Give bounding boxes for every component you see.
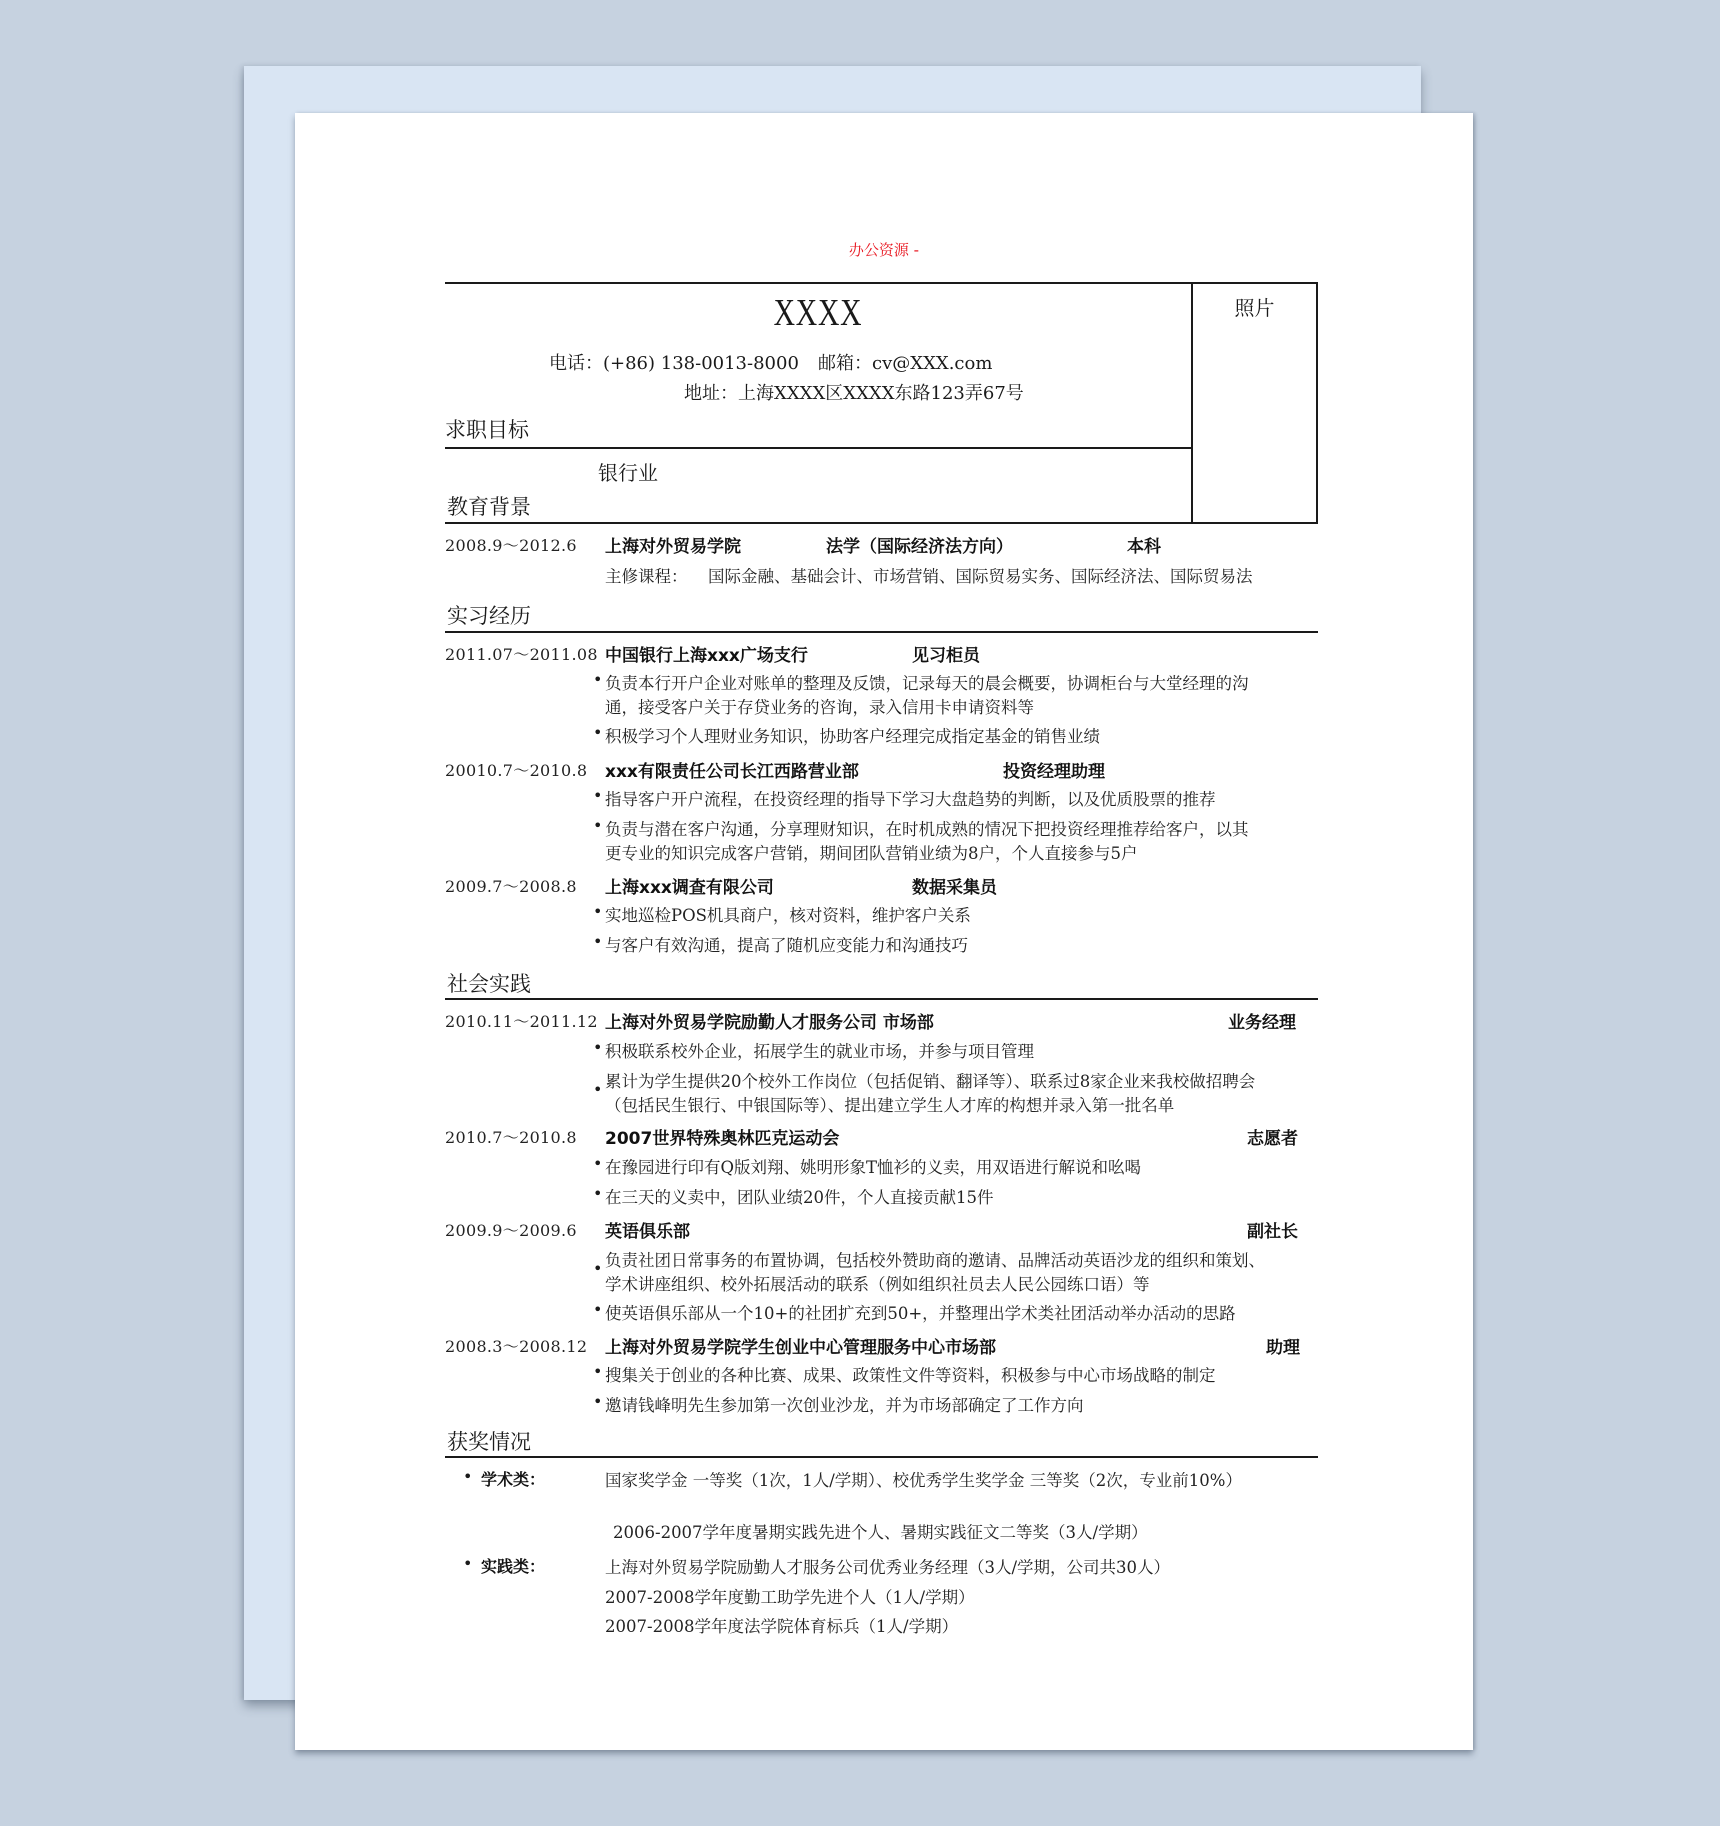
education-date: 2008.9～2012.6: [445, 536, 577, 555]
social-bullet-line: 搜集关于创业的各种比赛、成果、政策性文件等资料，积极参与中心市场战略的制定: [605, 1366, 1216, 1385]
award-item: 国家奖学金 一等奖（1次，1人/学期）、校优秀学生奖学金 三等奖（2次，专业前10%）: [605, 1471, 1242, 1490]
internship-bullet-line: 积极学习个人理财业务知识，协助客户经理完成指定基金的销售业绩: [605, 727, 1100, 746]
internship-date: 2009.7～2008.8: [445, 877, 577, 896]
bullet-icon: •: [593, 786, 603, 805]
bullet-icon: •: [593, 670, 603, 689]
social-org: 上海对外贸易学院学生创业中心管理服务中心市场部: [605, 1338, 996, 1358]
social-bullet-line: 学术讲座组织、校外拓展活动的联系（例如组织社员去人民公园练口语）等: [605, 1275, 1150, 1294]
bullet-icon: •: [593, 1362, 603, 1381]
header-top-rule: [445, 282, 1318, 284]
section-title-awards: 获奖情况: [447, 1430, 531, 1454]
education-major: 法学（国际经济法方向）: [826, 537, 1013, 557]
bullet-icon: •: [593, 723, 603, 742]
objective-value: 银行业: [598, 461, 658, 485]
awards-rule: [445, 1456, 1318, 1458]
internship-org: 上海xxx调查有限公司: [605, 878, 774, 898]
award-item: 2007-2008学年度勤工助学先进个人（1人/学期）: [605, 1588, 975, 1607]
address: 地址：上海XXXX区XXXX东路123弄67号: [684, 383, 1024, 404]
section-title-objective: 求职目标: [445, 418, 529, 442]
internship-date: 2011.07～2011.08: [445, 645, 598, 664]
bullet-icon: •: [593, 1392, 603, 1411]
social-bullet-line: 使英语俱乐部从一个10+的社团扩充到50+，并整理出学术类社团活动举办活动的思路: [605, 1304, 1236, 1323]
social-bullet-line: 累计为学生提供20个校外工作岗位（包括促销、翻译等）、联系过8家企业来我校做招聘会: [605, 1072, 1256, 1091]
social-role: 志愿者: [1247, 1129, 1298, 1149]
internship-bullet-line: 与客户有效沟通，提高了随机应变能力和沟通技巧: [605, 936, 968, 955]
bullet-icon: •: [593, 1038, 603, 1057]
social-date: 2008.3～2008.12: [445, 1337, 588, 1356]
section-title-internships: 实习经历: [447, 604, 531, 628]
section-title-education: 教育背景: [447, 495, 531, 519]
bullet-icon: •: [463, 1467, 473, 1486]
award-item: 上海对外贸易学院励勤人才服务公司优秀业务经理（3人/学期，公司共30人）: [605, 1558, 1171, 1577]
social-date: 2009.9～2009.6: [445, 1221, 577, 1240]
internship-role: 投资经理助理: [1003, 762, 1105, 782]
bullet-icon: •: [463, 1554, 473, 1573]
internship-bullet-line: 实地巡检POS机具商户，核对资料，维护客户关系: [605, 906, 971, 925]
email: 邮箱：cv@XXX.com: [818, 353, 993, 374]
award-item: 2006-2007学年度暑期实践先进个人、暑期实践征文二等奖（3人/学期）: [613, 1523, 1148, 1542]
resume-page: [295, 113, 1473, 1750]
social-role: 助理: [1266, 1338, 1300, 1358]
social-bullet-line: 在豫园进行印有Q版刘翔、姚明形象T恤衫的义卖，用双语进行解说和吆喝: [605, 1158, 1142, 1177]
bullet-icon: •: [593, 932, 603, 951]
education-degree: 本科: [1127, 537, 1161, 557]
education-school: 上海对外贸易学院: [605, 537, 741, 557]
bullet-icon: •: [593, 1259, 603, 1278]
internships-rule: [445, 631, 1318, 633]
social-rule: [445, 998, 1318, 1000]
photo-placeholder-label: 照片: [1234, 296, 1275, 320]
courses-list: 国际金融、基础会计、市场营销、国际贸易实务、国际经济法、国际贸易法: [708, 567, 1253, 586]
social-bullet-line: 邀请钱峰明先生参加第一次创业沙龙，并为市场部确定了工作方向: [605, 1396, 1084, 1415]
internship-role: 数据采集员: [912, 878, 997, 898]
bullet-icon: •: [593, 1080, 603, 1099]
bullet-icon: •: [593, 902, 603, 921]
bullet-icon: •: [593, 816, 603, 835]
watermark: 办公资源 -: [848, 241, 920, 259]
award-item: 2007-2008学年度法学院体育标兵（1人/学期）: [605, 1617, 959, 1636]
internship-bullet-line: 指导客户开户流程，在投资经理的指导下学习大盘趋势的判断，以及优质股票的推荐: [605, 790, 1216, 809]
bullet-icon: •: [593, 1184, 603, 1203]
social-bullet-line: 负责社团日常事务的布置协调，包括校外赞助商的邀请、品牌活动英语沙龙的组织和策划、: [605, 1251, 1265, 1270]
social-org: 英语俱乐部: [605, 1222, 690, 1242]
phone: 电话：(+86) 138-0013-8000: [549, 353, 799, 374]
social-date: 2010.7～2010.8: [445, 1128, 577, 1147]
social-bullet-line: 积极联系校外企业，拓展学生的就业市场，并参与项目管理: [605, 1042, 1034, 1061]
social-bullet-line: （包括民生银行、中银国际等）、提出建立学生人才库的构想并录入第一批名单: [605, 1096, 1175, 1115]
objective-rule: [445, 447, 1192, 449]
internship-bullet-line: 更专业的知识完成客户营销，期间团队营销业绩为8户，个人直接参与5户: [605, 844, 1138, 863]
section-title-social: 社会实践: [447, 972, 531, 996]
social-bullet-line: 在三天的义卖中，团队业绩20件，个人直接贡献15件: [605, 1188, 994, 1207]
awards-practice-label: 实践类：: [481, 1557, 546, 1576]
social-date: 2010.11～2011.12: [445, 1012, 598, 1031]
social-role: 业务经理: [1228, 1013, 1296, 1033]
bullet-icon: •: [593, 1300, 603, 1319]
internship-role: 见习柜员: [912, 646, 980, 666]
social-org: 2007世界特殊奥林匹克运动会: [605, 1129, 840, 1149]
courses-label: 主修课程：: [605, 567, 688, 586]
internship-bullet-line: 负责本行开户企业对账单的整理及反馈，记录每天的晨会概要，协调柜台与大堂经理的沟: [605, 674, 1249, 693]
internship-org: 中国银行上海xxx广场支行: [605, 646, 808, 666]
candidate-name: XXXX: [773, 292, 863, 334]
education-rule: [445, 522, 1318, 524]
internship-bullet-line: 负责与潜在客户沟通，分享理财知识，在时机成熟的情况下把投资经理推荐给客户，以其: [605, 820, 1249, 839]
internship-date: 20010.7～2010.8: [445, 761, 588, 780]
social-org: 上海对外贸易学院励勤人才服务公司 市场部: [605, 1013, 934, 1033]
social-role: 副社长: [1247, 1222, 1298, 1242]
bullet-icon: •: [593, 1154, 603, 1173]
awards-academic-label: 学术类：: [481, 1470, 546, 1489]
internship-org: xxx有限责任公司长江西路营业部: [605, 762, 859, 782]
internship-bullet-line: 通，接受客户关于存贷业务的咨询，录入信用卡申请资料等: [605, 698, 1034, 717]
